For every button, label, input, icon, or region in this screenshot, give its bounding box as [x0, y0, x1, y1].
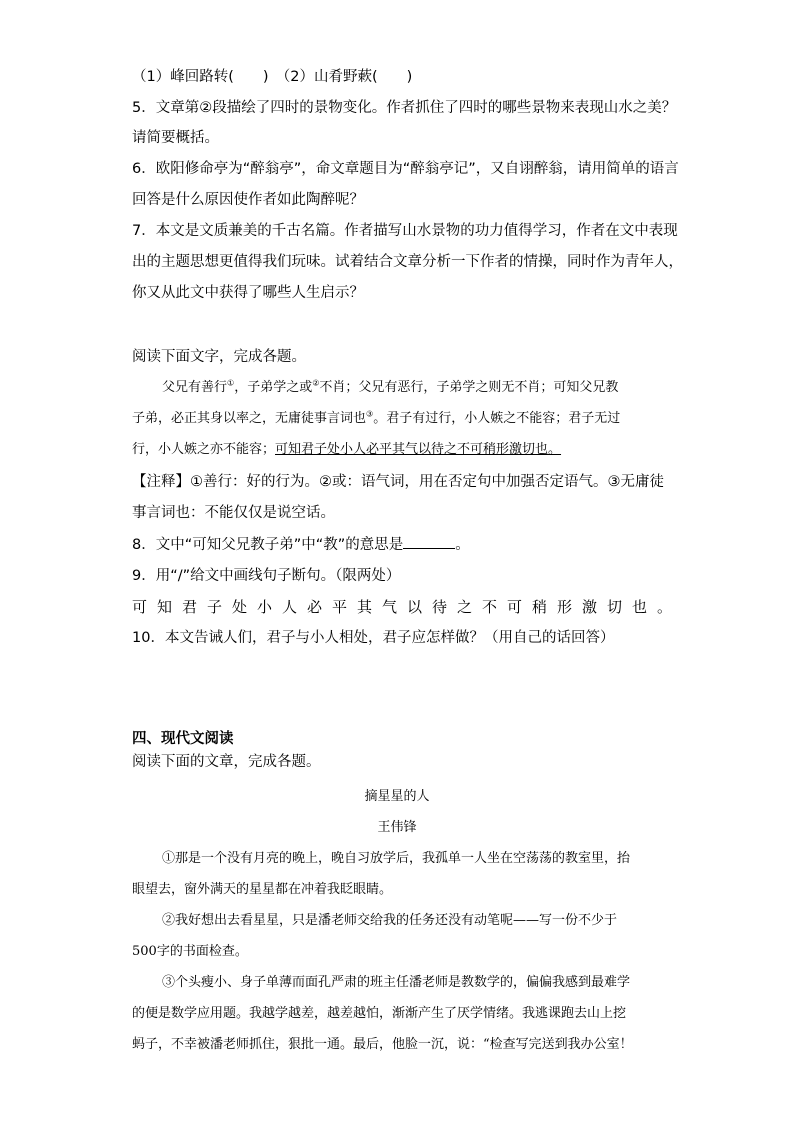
question-7-line-2: 出的主题思想更值得我们玩味。试着结合文章分析一下作者的情操，同时作为青年人，	[132, 254, 683, 270]
question-8: 8．文中“可知父兄教子弟”中“教”的意思是 。	[132, 537, 470, 553]
question-5-line-2: 请简要概括。	[132, 130, 219, 146]
answer-blank[interactable]	[403, 536, 455, 549]
paragraph-2-line-1: ②我好想出去看星星，只是潘老师交给我的任务还没有动笔呢——写一份不少于	[162, 913, 618, 928]
paragraph-3-line-1: ③个头瘦小、身子单薄而面孔严肃的班主任潘老师是教数学的，偏偏我感到最难学	[162, 975, 631, 990]
question-5-line-1: 5．文章第②段描绘了四时的景物变化。作者抓住了四时的哪些景物来表现山水之美？	[132, 100, 677, 116]
classical-text-line-3: 行，小人嫉之亦不能容；可知君子处小人必平其气以待之不可稍形激切也。	[132, 442, 562, 457]
passage-intro: 阅读下面文字，完成各题。	[132, 349, 306, 365]
paragraph-3-line-3: 蚂子，不幸被潘老师抓住，狠批一通。最后，他脸一沉，说：“检查写完送到我办公室！	[132, 1037, 633, 1052]
paragraph-1-line-1: ①那是一个没有月亮的晚上，晚自习放学后，我孤单一人坐在空荡荡的教室里，抬	[162, 851, 631, 866]
annotation-line-2: 事言词也：不能仅仅是说空话。	[132, 505, 335, 521]
paragraph-2-line-2: 500字的书面检查。	[132, 944, 248, 959]
question-9: 9．用“/”给文中画线句子断句。（限两处）	[132, 568, 401, 584]
classical-text-line-2: 子弟，必正其身以率之，无庸徒事言词也③。君子有过行，小人嫉之不能容；君子无过	[132, 409, 621, 426]
paragraph-3-line-2: 的便是数学应用题。我越学越差，越差越怕，渐渐产生了厌学情绪。我逃课跑去山上挖	[132, 1006, 627, 1021]
story-author: 王伟锋	[377, 820, 417, 835]
paragraph-1-line-2: 眼望去，窗外满天的星星都在冲着我眨眼睛。	[132, 882, 393, 897]
classical-text-line-1: 父兄有善行①，子弟学之或②不肖；父兄有恶行，子弟学之则无不肖；可知父兄教	[162, 378, 619, 395]
question-7-line-3: 你又从此文中获得了哪些人生启示？	[132, 285, 364, 301]
sentence-to-punctuate: 可知君子处小人必平其气以待之不可稍形激切也。	[132, 598, 683, 616]
question-6-line-1: 6．欧阳修命亭为“醉翁亭”，命文章题目为“醉翁亭记”，又自诩醉翁，请用简单的语言	[132, 161, 679, 177]
question-7-line-1: 7．本文是文质兼美的千古名篇。作者描写山水景物的功力值得学习，作者在文中表现	[132, 223, 678, 239]
question-4-items: （1）峰回路转( ) （2）山肴野蔌( )	[132, 69, 413, 85]
underlined-sentence: 可知君子处小人必平其气以待之不可稍形激切也。	[275, 442, 562, 457]
story-title: 摘星星的人	[364, 789, 430, 804]
annotation-line-1: 【注释】①善行：好的行为。②或：语气词，用在否定句中加强否定语气。③无庸徒	[132, 474, 664, 490]
question-10: 10．本文告诫人们，君子与小人相处，君子应怎样做？（用自己的话回答）	[132, 630, 615, 646]
section-heading: 四、现代文阅读	[132, 731, 234, 747]
section-intro: 阅读下面的文章，完成各题。	[132, 754, 321, 770]
question-6-line-2: 回答是什么原因使作者如此陶醉呢？	[132, 192, 364, 208]
